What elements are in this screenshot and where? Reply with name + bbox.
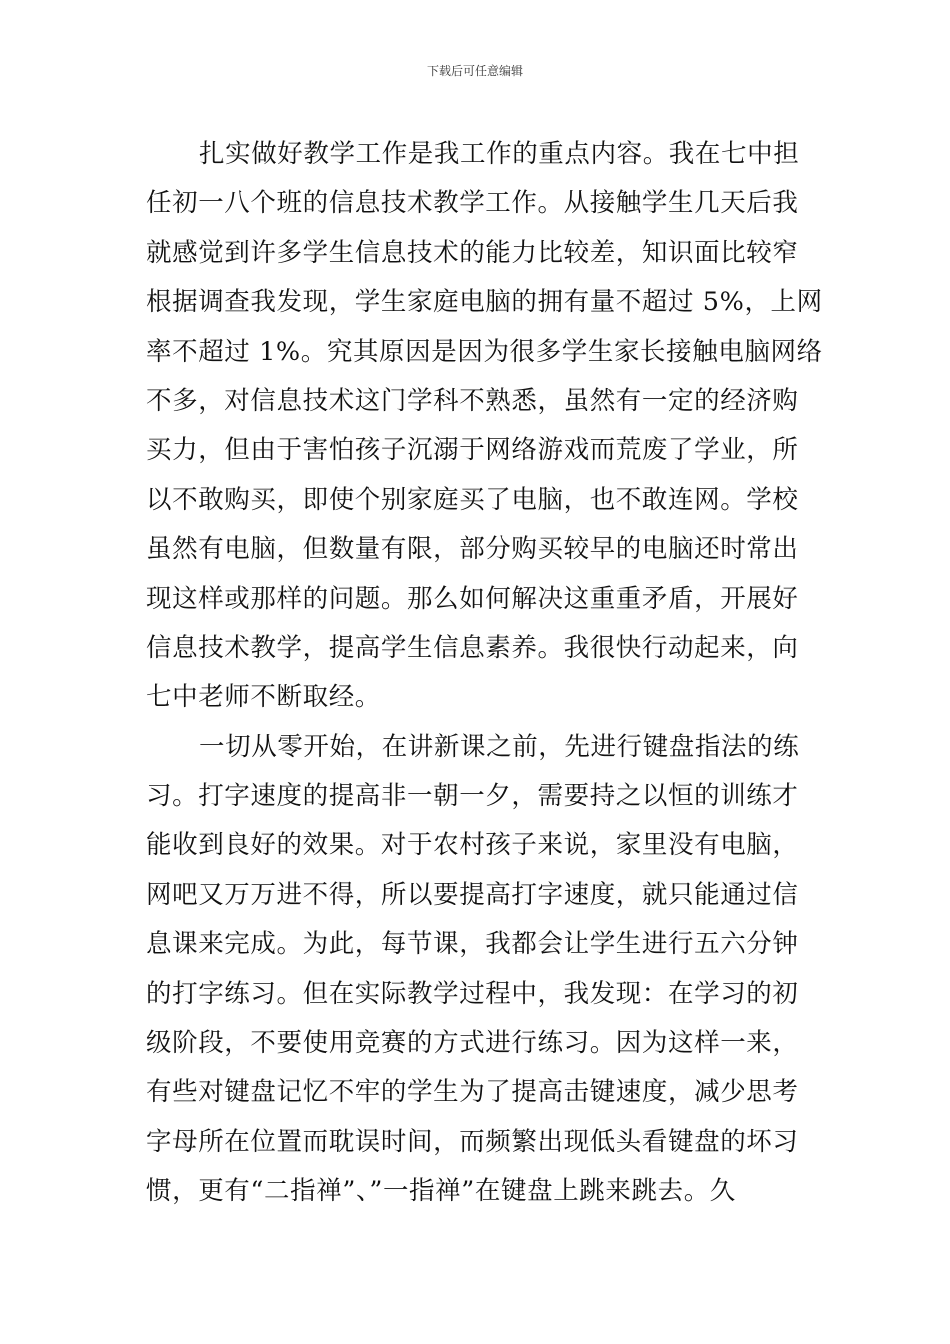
- paragraph-1-line-10: 现这样或那样的问题。那么如何解决这重重矛盾，开展好: [146, 583, 799, 614]
- paragraph-1-line-1: 扎实做好教学工作是我工作的重点内容。我在七中担: [199, 139, 800, 169]
- paragraph-1-line-6: 不多，对信息技术这门学科不熟悉，虽然有一定的经济购: [146, 385, 799, 416]
- paragraph-1-line-7: 买力，但由于害怕孩子沉溺于网络游戏而荒废了学业，所: [146, 435, 799, 466]
- paragraph-1-line-9: 虽然有电脑，但数量有限，部分购买较早的电脑还时常出: [146, 534, 799, 565]
- paragraph-2-line-3: 能收到良好的效果。对于农村孩子来说，家里没有电脑，: [146, 830, 799, 861]
- paragraph-2-line-2: 习。打字速度的提高非一朝一夕，需要持之以恒的训练才: [146, 781, 799, 812]
- paragraph-2-line-8: 有些对键盘记忆不牢的学生为了提高击键速度，减少思考: [146, 1077, 799, 1108]
- paragraph-1-line-12: 七中老师不断取经。: [146, 682, 381, 713]
- paragraph-1-line-3: 就感觉到许多学生信息技术的能力比较差，知识面比较窄: [146, 237, 799, 268]
- document-body: [146, 130, 823, 1217]
- paragraph-2-line-1: 一切从零开始，在讲新课之前，先进行键盘指法的练: [199, 731, 800, 762]
- paragraph-2-line-6: 的打字练习。但在实际教学过程中，我发现：在学习的初: [146, 978, 799, 1009]
- paragraph-1-line-2: 任初一八个班的信息技术教学工作。从接触学生几天后我: [146, 188, 799, 219]
- header-note: 下载后可任意编辑: [426, 64, 523, 78]
- paragraph-2-line-7: 级阶段，不要使用竞赛的方式进行练习。因为这样一来，: [146, 1028, 799, 1059]
- paragraph-2-line-9: 字母所在位置而耽误时间，而频繁出现低头看键盘的坏习: [146, 1126, 799, 1157]
- paragraph-1-line-4: 根据调查我发现，学生家庭电脑的拥有量不超过 5%，上网: [146, 287, 823, 318]
- paragraph-2-line-4: 网吧又万万进不得，所以要提高打字速度，就只能通过信: [146, 879, 799, 910]
- paragraph-1-line-5: 率不超过 1%。究其原因是因为很多学生家长接触电脑网络: [146, 336, 823, 367]
- paragraph-1-line-11: 信息技术教学，提高学生信息素养。我很快行动起来，向: [146, 632, 799, 663]
- paragraph-2-line-10: 惯，更有“二指禅”、”一指禅”在键盘上跳来跳去。久: [146, 1176, 736, 1207]
- paragraph-2-line-5: 息课来完成。为此，每节课，我都会让学生进行五六分钟: [146, 929, 799, 960]
- paragraph-1-line-8: 以不敢购买，即使个别家庭买了电脑，也不敢连网。学校: [146, 484, 799, 515]
